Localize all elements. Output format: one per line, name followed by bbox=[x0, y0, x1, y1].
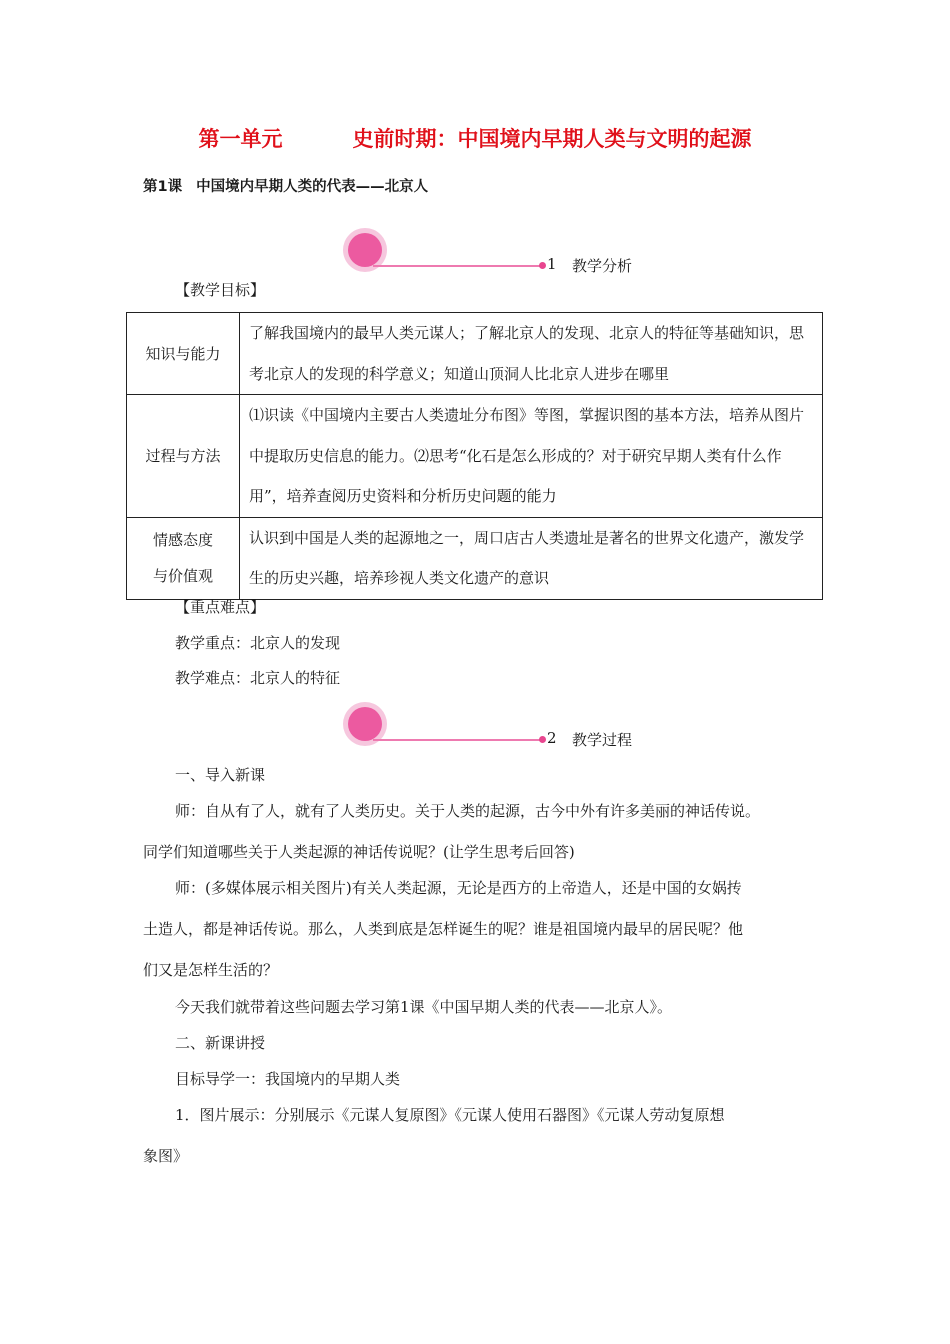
paragraph-line: 土造人，都是神话传说。那么，人类到底是怎样诞生的呢？谁是祖国境内最早的居民呢？他 bbox=[143, 920, 744, 938]
goal-key: 知识与能力 bbox=[127, 313, 240, 395]
part1-heading: 一、导入新课 bbox=[175, 766, 266, 784]
lesson-title-text: 中国境内早期人类的代表——北京人 bbox=[196, 179, 429, 195]
unit-label: 第一单元 bbox=[198, 127, 283, 151]
section-number: 2 bbox=[547, 729, 557, 747]
section-label: 教学过程 bbox=[572, 731, 633, 749]
section-divider-line bbox=[373, 739, 541, 741]
table-row bbox=[127, 313, 823, 395]
section-dot-icon bbox=[539, 736, 546, 743]
unit-title-text: 史前时期：中国境内早期人类与文明的起源 bbox=[352, 127, 752, 151]
section-marker-analysis bbox=[343, 225, 663, 275]
paragraph-line: 1．图片展示：分别展示《元谋人复原图》《元谋人使用石器图》《元谋人劳动复原想 bbox=[175, 1106, 725, 1124]
paragraph-line: 们又是怎样生活的？ bbox=[143, 961, 279, 979]
part2-heading: 二、新课讲授 bbox=[175, 1034, 266, 1052]
paragraph-line: 师：自从有了人，就有了人类历史。关于人类的起源，古今中外有许多美丽的神话传说。 bbox=[175, 802, 761, 820]
section-dot-icon bbox=[539, 262, 546, 269]
section-label: 教学分析 bbox=[572, 257, 633, 275]
paragraph-line: 象图》 bbox=[143, 1147, 189, 1165]
key-points-heading: 【重点难点】 bbox=[175, 598, 266, 616]
goal-value: 了解我国境内的最早人类元谋人；了解北京人的发现、北京人的特征等基础知识，思考北京人的发现的科学意义；知道山顶洞人比北京人进步在哪里 bbox=[240, 313, 823, 395]
section-divider-line bbox=[373, 265, 541, 267]
goal-key: 过程与方法 bbox=[127, 395, 240, 518]
goals-table bbox=[126, 312, 823, 600]
goal-value: ⑴识读《中国境内主要古人类遗址分布图》等图，掌握识图的基本方法，培养从图片中提取历史信息的能力。⑵思考“化石是怎么形成的？对于研究早期人类有什么作用”，培养查阅历史资料和分析历史问题的能力 bbox=[240, 395, 823, 518]
paragraph-line: 今天我们就带着这些问题去学习第1课《中国早期人类的代表——北京人》。 bbox=[175, 998, 673, 1016]
goals-heading: 【教学目标】 bbox=[175, 281, 266, 299]
goal-key-line1: 情感态度 bbox=[152, 531, 213, 549]
unit-title bbox=[0, 123, 950, 153]
lesson-label: 第1课 bbox=[143, 179, 183, 195]
table-row bbox=[127, 395, 823, 518]
key-point: 教学重点：北京人的发现 bbox=[175, 634, 341, 652]
lesson-title bbox=[143, 175, 428, 196]
section-number: 1 bbox=[547, 255, 557, 273]
difficult-point: 教学难点：北京人的特征 bbox=[175, 669, 341, 687]
paragraph-line: 同学们知道哪些关于人类起源的神话传说呢？(让学生思考后回答) bbox=[143, 843, 575, 861]
paragraph-line: 师：(多媒体展示相关图片)有关人类起源，无论是西方的上帝造人，还是中国的女娲抟 bbox=[175, 879, 742, 897]
table-row bbox=[127, 517, 823, 599]
section-marker-process bbox=[343, 699, 663, 749]
goal-key bbox=[127, 517, 240, 599]
goal-value: 认识到中国是人类的起源地之一，周口店古人类遗址是著名的世界文化遗产，激发学生的历史兴趣，培养珍视人类文化遗产的意识 bbox=[240, 517, 823, 599]
goal1-heading: 目标导学一：我国境内的早期人类 bbox=[175, 1070, 401, 1088]
goal-key-line2: 与价值观 bbox=[152, 567, 213, 585]
